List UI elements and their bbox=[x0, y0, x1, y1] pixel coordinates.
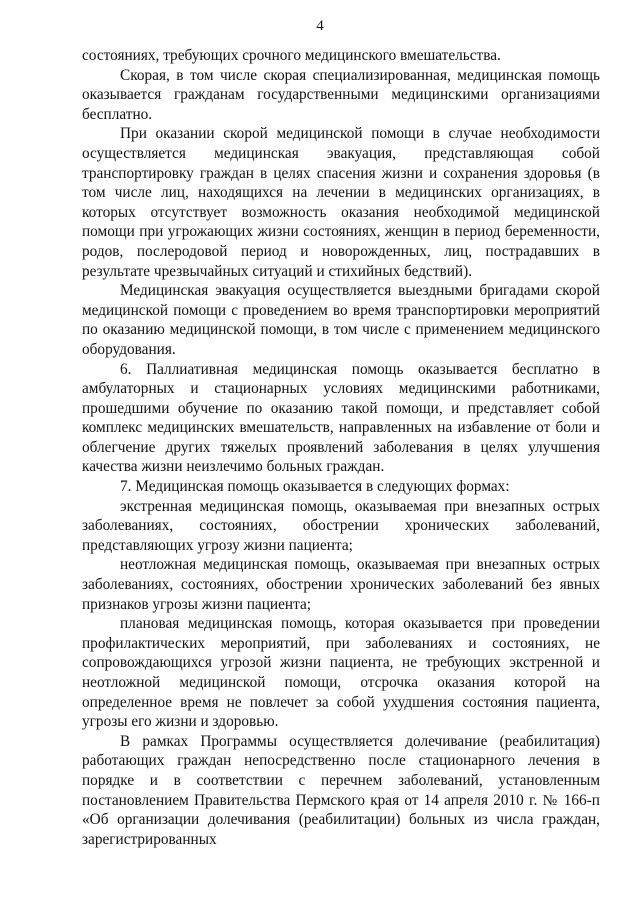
paragraph-palliative-care: 6. Паллиативная медицинская помощь оказывается бесплатно в амбулаторных и стационарных условиях медицинскими работниками, прошедшими обучение по оказанию такой помощи, и представляет собой комплекс медицинских вмешательств, направленных на избавление от боли и облегчение других тяжелых проявлений заболевания в целях улучшения качества жизни неизлечимо больных граждан. bbox=[82, 360, 600, 476]
paragraph-planned-form: плановая медицинская помощь, которая оказывается при проведении профилактических мероприятий, при заболеваниях и состояниях, не сопровождающихся угрозой жизни пациента, не требующих экстренной и неотложной медицинской помощи, отсрочка оказания которой на определенное время не повлечет за собой ухудшения состояния пациента, угрозы его жизни и здоровью. bbox=[82, 615, 600, 731]
page-number: 4 bbox=[316, 18, 324, 34]
document-body bbox=[82, 46, 600, 849]
paragraph-care-forms-heading: 7. Медицинская помощь оказывается в следующих формах: bbox=[120, 478, 510, 496]
paragraph-medical-evacuation: При оказании скорой медицинской помощи в случае необходимости осуществляется медицинская эвакуация, представляющая собой транспортировку граждан в целях спасения жизни и сохранения здоровья (в том числе лиц, находящихся на лечении в медицинских организациях, в которых отсутствует возможность оказания необходимой медицинской помощи при угрожающих жизни состояниях, женщин в период беременности, родов, послеродовой период и новорожденных, лиц, пострадавших в результате чрезвычайных ситуаций и стихийных бедствий). bbox=[82, 125, 600, 280]
paragraph-emergency-form: экстренная медицинская помощь, оказываемая при внезапных острых заболеваниях, состояниях, обострении хронических заболеваний, представляющих угрозу жизни пациента; bbox=[82, 497, 600, 554]
paragraph-evacuation-teams: Медицинская эвакуация осуществляется выездными бригадами скорой медицинской помощи с проведением во время транспортировки мероприятий по оказанию медицинской помощи, в том числе с применением медицинского оборудования. bbox=[82, 282, 600, 358]
paragraph-rehabilitation: В рамках Программы осуществляется долечивание (реабилитация) работающих граждан непосредственно после стационарного лечения в порядке и в соответствии с перечнем заболеваний, установленным постановлением Правительства Пермского края от 14 апреля 2010 г. № 166-п «Об организации долечивания (реабилитации) больных из числа граждан, зарегистрированных bbox=[82, 732, 600, 848]
paragraph-emergency-care-free: Скорая, в том числе скорая специализированная, медицинская помощь оказывается гражданам государственными медицинскими организациями бесплатно. bbox=[82, 66, 600, 123]
paragraph-urgent-form: неотложная медицинская помощь, оказываемая при внезапных острых заболеваниях, состояниях, обострении хронических заболеваний без явных признаков угрозы жизни пациента; bbox=[82, 556, 600, 613]
paragraph-continuation: состояниях, требующих срочного медицинского вмешательства. bbox=[82, 47, 501, 64]
